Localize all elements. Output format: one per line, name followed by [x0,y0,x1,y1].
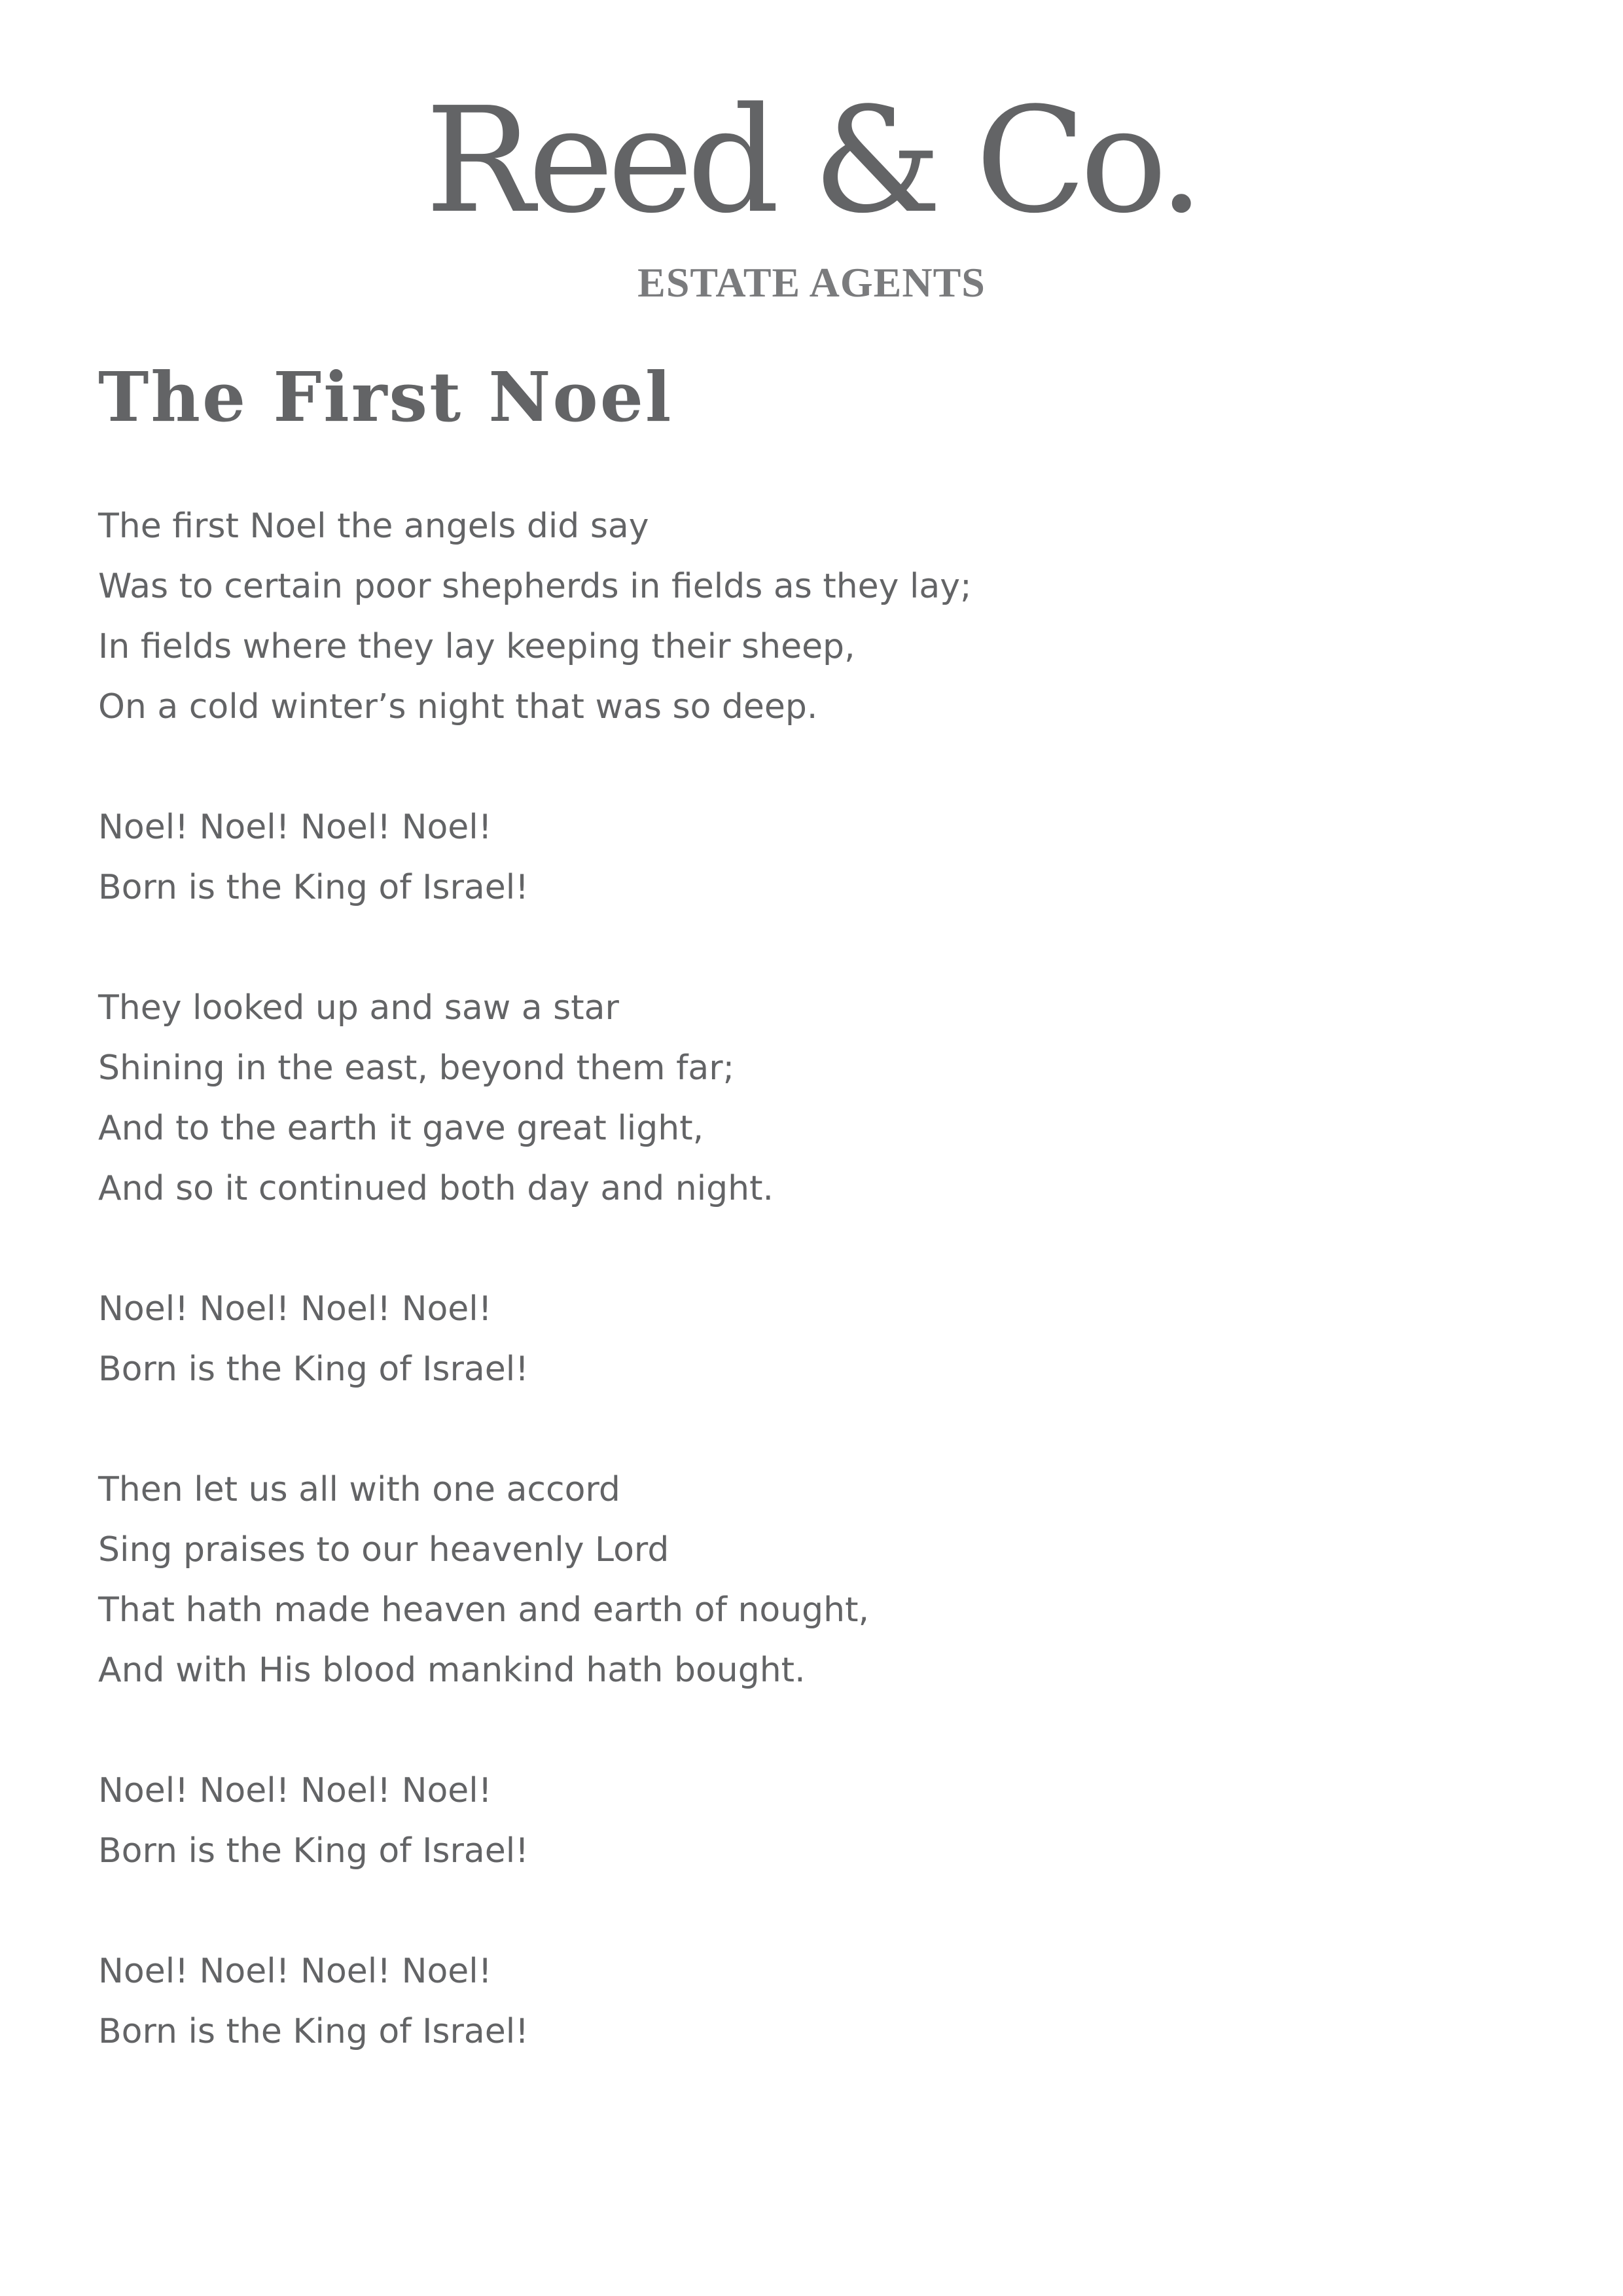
lyric-line: Born is the King of Israel! [98,1350,529,1389]
lyric-line: Sing praises to our heavenly Lord [98,1530,669,1570]
chorus-4 [98,1941,1538,2062]
lyric-line: Born is the King of Israel! [98,2012,529,2051]
lyric-line: Noel! Noel! Noel! Noel! [98,808,492,847]
logo [0,77,1623,307]
lyric-line: Shining in the east, beyond them far; [98,1049,735,1088]
lyric-line: That hath made heaven and earth of nought, [98,1590,870,1630]
lyric-line: They looked up and saw a star [98,988,619,1028]
lyric-line: Then let us all with one accord [98,1470,620,1509]
lyric-line: And to the earth it gave great light, [98,1109,704,1148]
lyric-line: Noel! Noel! Noel! Noel! [98,1289,492,1329]
lyric-line: Was to certain poor shepherds in fields as they lay; [98,567,972,606]
verse-1 [98,496,1538,737]
brand-name: Reed & Co. [425,77,1198,245]
lyric-line: On a cold winter’s night that was so deep. [98,687,818,726]
lyric-line: And with His blood mankind hath bought. [98,1651,806,1690]
lyric-line: Born is the King of Israel! [98,868,529,907]
page-title: The First Noel [98,357,673,437]
chorus-1 [98,797,1538,918]
verse-3 [98,1460,1538,1700]
lyric-line: Born is the King of Israel! [98,1831,529,1871]
lyric-line: Noel! Noel! Noel! Noel! [98,1771,492,1810]
verse-2 [98,978,1538,1219]
chorus-2 [98,1279,1538,1399]
lyrics [98,496,1538,2122]
lyric-line: Noel! Noel! Noel! Noel! [98,1952,492,1991]
brand-tagline: ESTATE AGENTS [637,259,986,306]
lyric-line: And so it continued both day and night. [98,1169,774,1208]
lyric-line: In fields where they lay keeping their sheep, [98,627,855,666]
lyric-line: The first Noel the angels did say [98,507,649,546]
chorus-3 [98,1761,1538,1881]
